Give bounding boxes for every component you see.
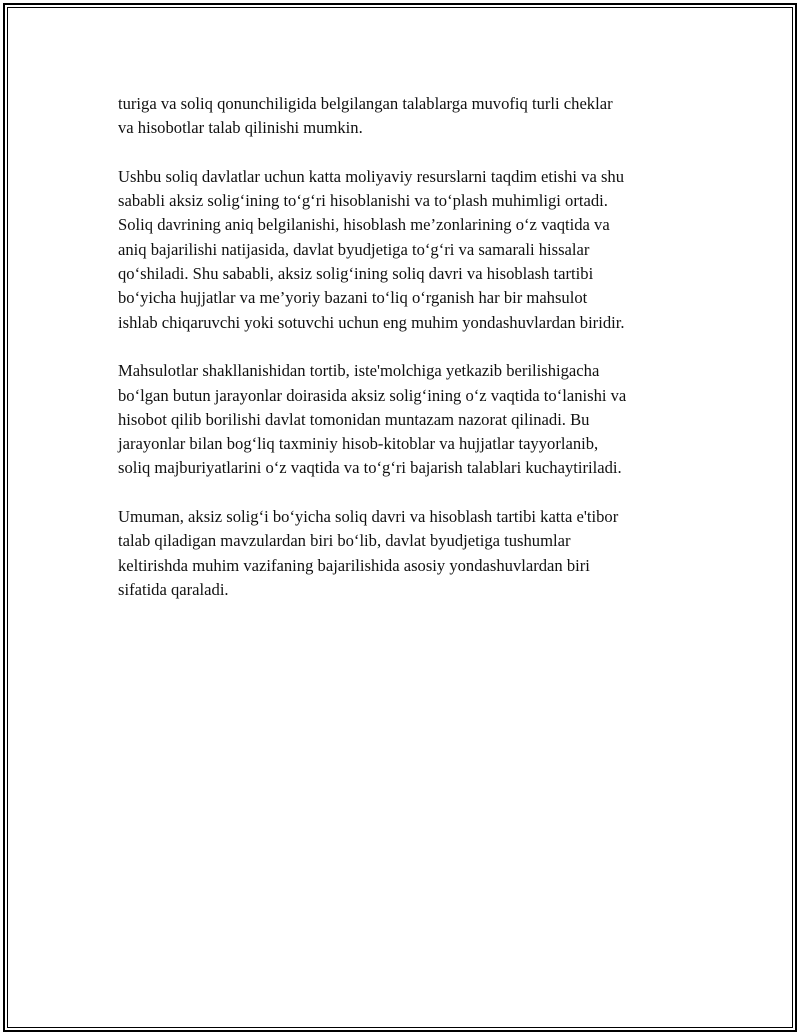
text-line: Mahsulotlar shakllanishidan tortib, iste'molchiga yetkazib berilishigacha: [118, 361, 600, 381]
text-line: talab qiladigan mavzulardan biri bo‘lib, davlat byudjetiga tushumlar: [118, 531, 571, 551]
paragraph-3: [118, 359, 688, 480]
text-line: sababli aksiz solig‘ining to‘g‘ri hisoblanishi va to‘plash muhimligi ortadi.: [118, 191, 608, 211]
text-line: bo‘yicha hujjatlar va me’yoriy bazani to‘liq o‘rganish har bir mahsulot: [118, 288, 588, 308]
text-line: jarayonlar bilan bog‘liq taxminiy hisob-kitoblar va hujjatlar tayyorlanib,: [118, 434, 599, 454]
text-line: bo‘lgan butun jarayonlar doirasida aksiz solig‘ining o‘z vaqtida to‘lanishi va: [118, 385, 627, 405]
text-line: Ushbu soliq davlatlar uchun katta moliyaviy resurslarni taqdim etishi va shu: [118, 166, 625, 186]
text-line: ishlab chiqaruvchi yoki sotuvchi uchun eng muhim yondashuvlardan biridir.: [118, 312, 625, 332]
text-line: Soliq davrining aniq belgilanishi, hisoblash me’zonlarining o‘z vaqtida va: [118, 215, 610, 235]
text-line: Umuman, aksiz solig‘i bo‘yicha soliq davri va hisoblash tartibi katta e'tibor: [118, 507, 619, 527]
paragraph-2: [118, 165, 688, 335]
text-line: aniq bajarilishi natijasida, davlat byudjetiga to‘g‘ri va samarali hissalar: [118, 239, 590, 259]
text-line: soliq majburiyatlarini o‘z vaqtida va to‘g‘ri bajarish talablari kuchaytiriladi.: [118, 458, 622, 478]
text-line: turiga va soliq qonunchiligida belgilangan talablarga muvofiq turli cheklar: [118, 94, 613, 113]
text-line: sifatida qaraladi.: [118, 579, 229, 599]
paragraph-1: [118, 92, 688, 141]
paragraph-4: [118, 505, 688, 602]
document-body: [118, 92, 688, 627]
text-line: hisobot qilib borilishi davlat tomonidan muntazam nazorat qilinadi. Bu: [118, 409, 590, 429]
text-line: va hisobotlar talab qilinishi mumkin.: [118, 118, 363, 138]
text-line: qo‘shiladi. Shu sababli, aksiz solig‘ining soliq davri va hisoblash tartibi: [118, 264, 594, 284]
text-line: keltirishda muhim vazifaning bajarilishida asosiy yondashuvlardan biri: [118, 555, 590, 575]
